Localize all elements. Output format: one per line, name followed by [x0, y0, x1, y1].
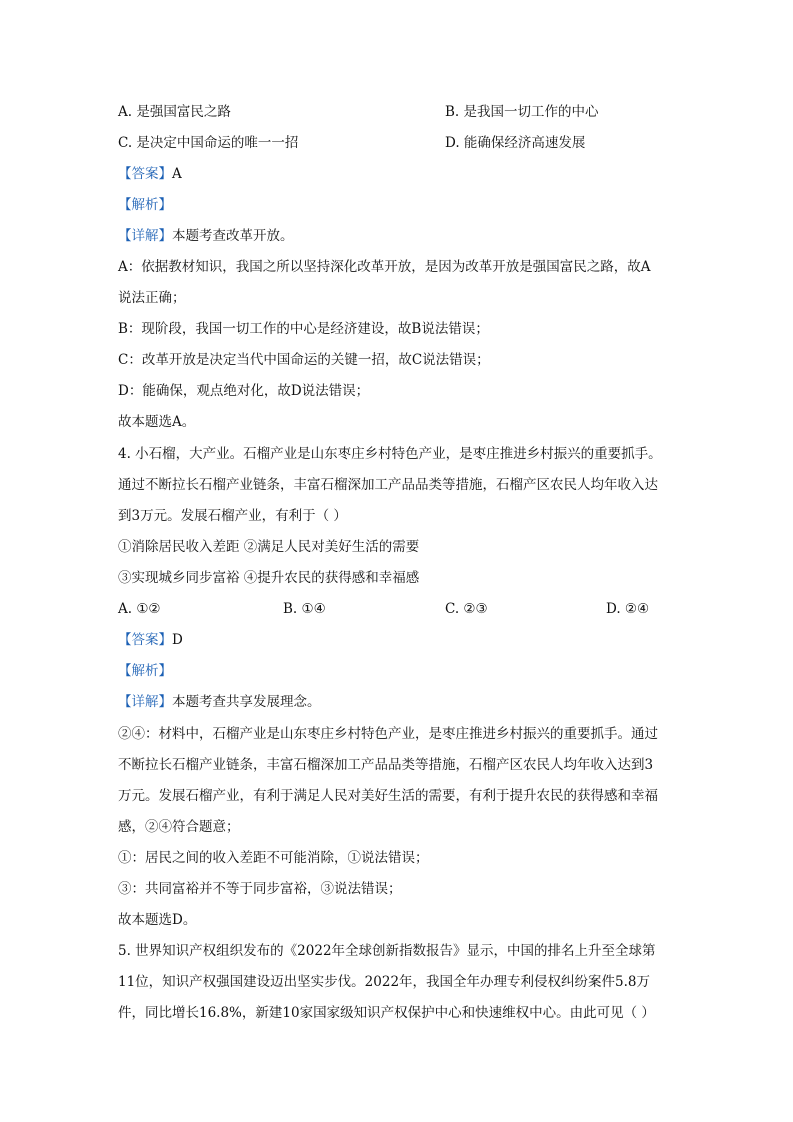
q4-item-row-2: ③实现城乡同步富裕 ④提升农民的获得感和幸福感	[118, 570, 420, 586]
q4-line-4: 感，②④符合题意；	[118, 819, 240, 835]
answer-value: D	[172, 632, 183, 648]
detail-text: 本题考查改革开放。	[172, 228, 294, 244]
q3-detail	[118, 226, 294, 246]
q3-answer	[118, 164, 182, 184]
answer-tag: 【答案】	[118, 632, 172, 648]
detail-tag: 【详解】	[118, 228, 172, 244]
q3-option-b: B. 是我国一切工作的中心	[445, 104, 599, 120]
q5-stem-3: 件，同比增长16.8%，新建10家国家级知识产权保护中心和快速维权中心。由此可见（ ）	[118, 1005, 655, 1021]
q4-answer	[118, 630, 183, 650]
detail-tag: 【详解】	[118, 694, 172, 710]
answer-tag: 【答案】	[118, 166, 172, 182]
q3-line-1: A：依据教材知识，我国之所以坚持深化改革开放，是因为改革开放是强国富民之路，故A	[118, 259, 651, 275]
q3-line-5: D：能确保，观点绝对化，故D说法错误；	[118, 383, 370, 399]
answer-value: A	[172, 166, 182, 182]
q4-line-2: 不断拉长石榴产业链条，丰富石榴深加工产品品类等措施，石榴产区农民人均年收入达到3	[118, 757, 654, 773]
q4-line-6: ③：共同富裕并不等于同步富裕，③说法错误；	[118, 881, 402, 897]
q3-line-3: B：现阶段，我国一切工作的中心是经济建设，故B说法错误；	[118, 321, 489, 337]
q3-option-d: D. 能确保经济高速发展	[445, 135, 586, 151]
q5-stem-1: 5. 世界知识产权组织发布的《2022年全球创新指数报告》显示，中国的排名上升至全球第	[118, 943, 656, 959]
q4-analysis-tag	[118, 661, 172, 681]
q4-line-1: ②④：材料中，石榴产业是山东枣庄乡村特色产业，是枣庄推进乡村振兴的重要抓手。通过	[118, 726, 658, 742]
q3-line-6: 故本题选A。	[118, 414, 196, 430]
detail-text: 本题考查共享发展理念。	[172, 694, 321, 710]
q3-analysis-tag	[118, 195, 172, 215]
q3-option-c: C. 是决定中国命运的唯一一招	[118, 135, 299, 151]
q3-line-2: 说法正确；	[118, 290, 186, 306]
analysis-tag: 【解析】	[118, 663, 172, 679]
q3-option-a: A. 是强国富民之路	[118, 104, 231, 120]
q4-option-d: D. ②④	[606, 601, 650, 617]
q4-option-b: B. ①④	[283, 601, 326, 617]
q4-detail	[118, 692, 321, 712]
q5-stem-2: 11位，知识产权强国建设迈出坚实步伐。2022年，我国全年办理专利侵权纠纷案件5.8万	[118, 974, 651, 990]
q4-stem-1: 4. 小石榴，大产业。石榴产业是山东枣庄乡村特色产业，是枣庄推进乡村振兴的重要抓手。	[118, 446, 662, 462]
q4-line-7: 故本题选D。	[118, 912, 197, 928]
q4-option-c: C. ②③	[445, 601, 488, 617]
q4-line-3: 万元。发展石榴产业，有利于满足人民对美好生活的需要，有利于提升农民的获得感和幸福	[118, 788, 658, 804]
q4-stem-3: 到3万元。发展石榴产业，有利于（ ）	[118, 508, 347, 524]
q4-stem-2: 通过不断拉长石榴产业链条，丰富石榴深加工产品品类等措施，石榴产区农民人均年收入达	[118, 477, 658, 493]
q4-option-a: A. ①②	[118, 601, 161, 617]
q3-line-4: C：改革开放是决定当代中国命运的关键一招，故C说法错误；	[118, 352, 490, 368]
q4-item-row-1: ①消除居民收入差距 ②满足人民对美好生活的需要	[118, 539, 420, 555]
q4-line-5: ①：居民之间的收入差距不可能消除，①说法错误；	[118, 850, 429, 866]
analysis-tag: 【解析】	[118, 197, 172, 213]
